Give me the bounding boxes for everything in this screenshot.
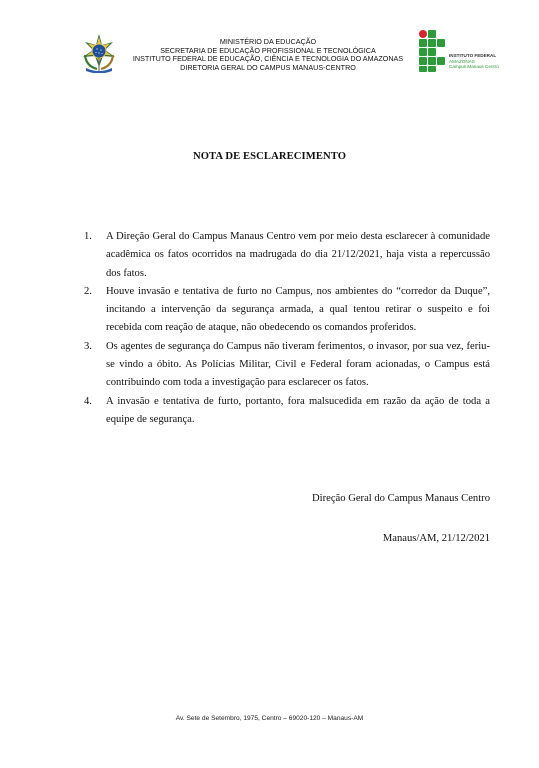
item-text: A Direção Geral do Campus Manaus Centro vem por meio desta esclarecer à comunidade acadêmica os fatos ocorridos na madrugada do dia 21/12/2021, haja vista a repercussão dos fatos. xyxy=(106,231,490,279)
statement-list xyxy=(84,228,490,429)
item-number: 4. xyxy=(84,395,92,407)
list-item xyxy=(84,283,490,338)
header-line-directorate: DIRETORIA GERAL DO CAMPUS MANAUS-CENTRO xyxy=(180,62,356,72)
item-text: Os agentes de segurança do Campus não tiveram ferimentos, o invasor, por sua vez, feriu-se vindo a óbito. As Polícias Militar, Civil e Federal foram acionadas, o Campus está contribuindo com toda a investigação para esclarecer os fatos. xyxy=(106,340,490,389)
item-text: A invasão e tentativa de furto, portanto, fora malsucedida em razão da ação de toda a equipe de segurança. xyxy=(106,395,490,425)
ifam-logo-grid xyxy=(418,29,446,73)
header-line-ministry: MINISTÉRIO DA EDUCAÇÃO xyxy=(219,37,317,46)
ifam-logo-line2: AMAZONAS xyxy=(449,58,475,64)
footer-address: Av. Sete de Setembro, 1975, Centro – 69020-120 – Manaus-AM xyxy=(175,715,364,722)
ifam-logo-text xyxy=(449,53,499,70)
header-line-institute: INSTITUTO FEDERAL DE EDUCAÇÃO, CIÊNCIA E TECNOLOGIA DO AMAZONAS xyxy=(132,54,404,64)
item-text: Houve invasão e tentativa de furto no Campus, nos ambientes do “corredor da Duque”, incitando a intervenção da segurança armada, a qual tentou retirar o suspeito e foi recebida com reação de ataque, não obedecendo os comandos proferidos. xyxy=(106,285,490,334)
item-number: 1. xyxy=(84,231,92,242)
list-item xyxy=(84,228,490,283)
item-number: 3. xyxy=(84,340,92,352)
header-line-secretariat: SECRETARIA DE EDUCAÇÃO PROFISSIONAL E TECNOLÓGICA xyxy=(160,45,376,55)
list-item xyxy=(84,393,490,430)
ifam-logo-line3: Campus Manaus Centro xyxy=(449,64,499,70)
ifam-logo-icon xyxy=(418,29,498,75)
list-item xyxy=(84,338,490,393)
ifam-logo-line1: INSTITUTO FEDERAL xyxy=(449,53,497,58)
institution-header xyxy=(118,38,418,72)
brazil-coat-of-arms-icon xyxy=(80,33,118,73)
place-date: Manaus/AM, 21/12/2021 xyxy=(382,533,490,544)
item-number: 2. xyxy=(84,285,92,297)
document-title: NOTA DE ESCLARECIMENTO xyxy=(192,151,347,162)
signature-line: Direção Geral do Campus Manaus Centro xyxy=(312,493,490,504)
